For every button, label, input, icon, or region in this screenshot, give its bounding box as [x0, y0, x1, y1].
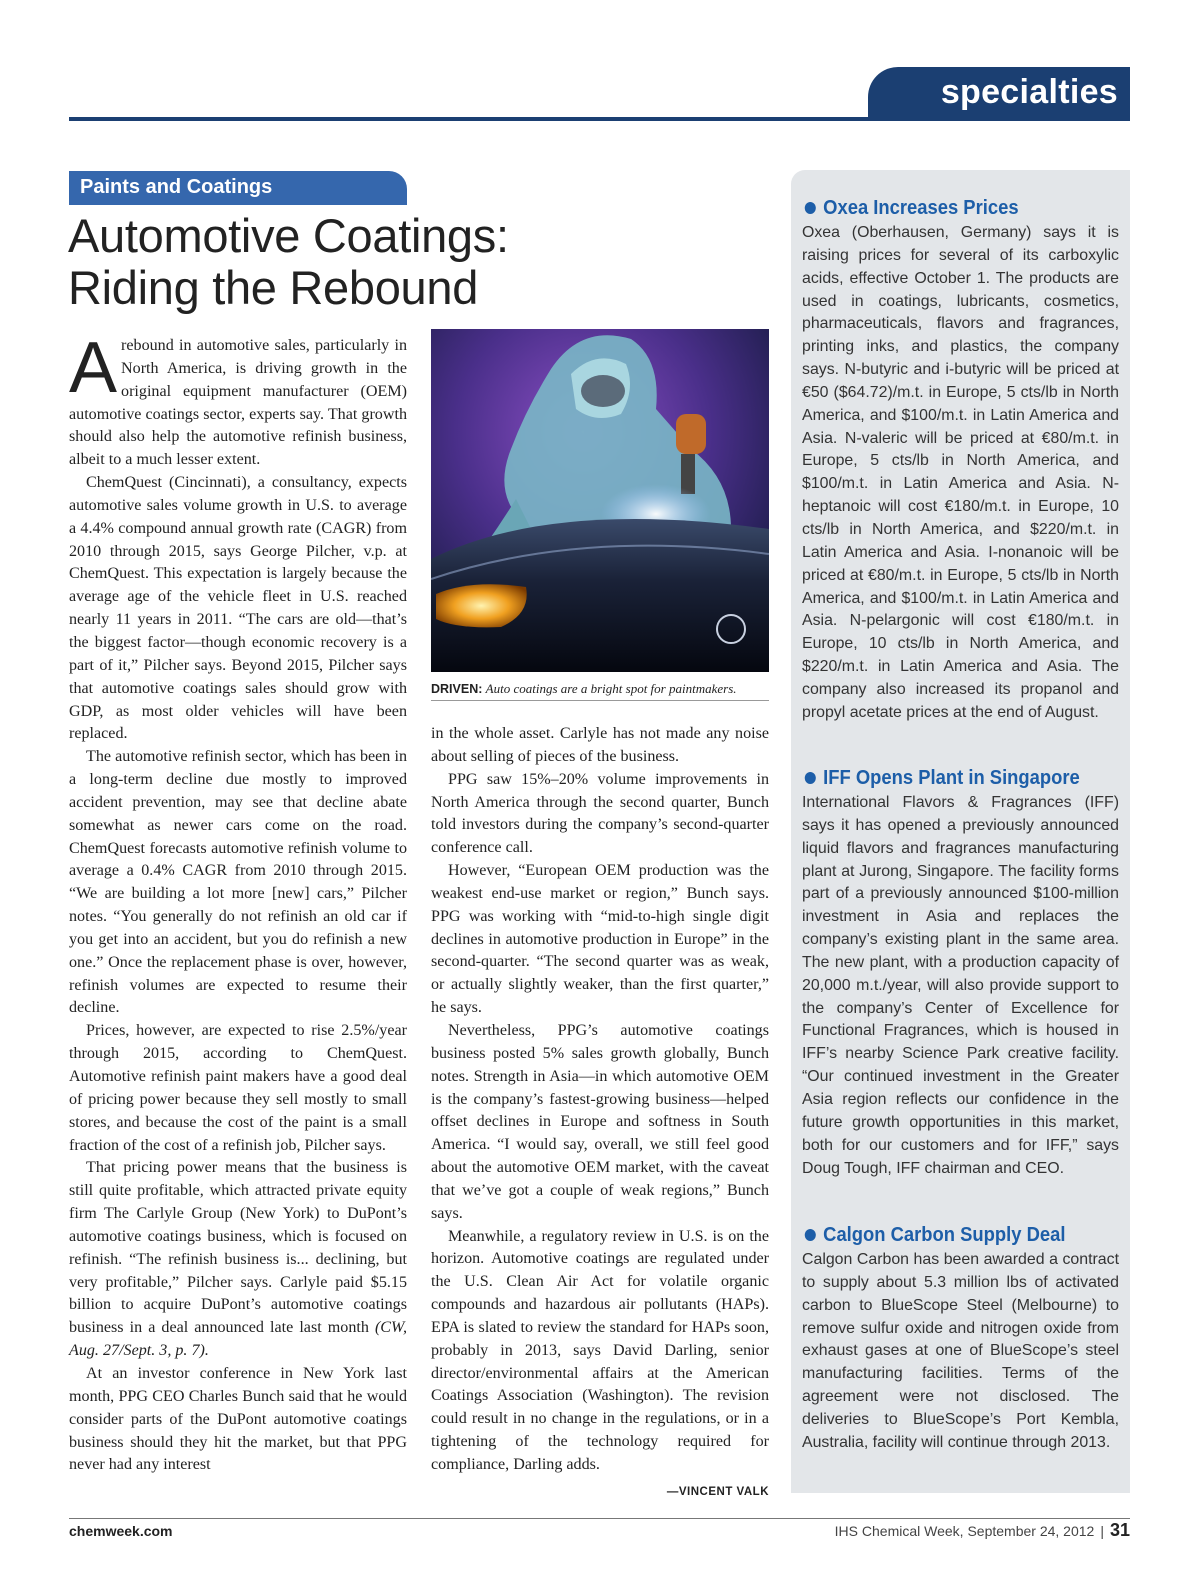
brief-title: IFF Opens Plant in Singapore — [802, 765, 1094, 791]
article-paragraph: Arebound in automotive sales, particularly in North America, is driving growth in the original equipment manufacturer (OEM) automotive coatings sector, experts say. That growth should also help the automotive refinish business, albeit to a much lesser extent. — [69, 328, 407, 469]
news-brief-oxea — [802, 195, 1119, 725]
bullet-icon — [805, 772, 816, 784]
page-number: 31 — [1109, 1520, 1130, 1540]
news-brief-iff — [802, 765, 1119, 1180]
brief-title: Oxea Increases Prices — [802, 195, 1094, 221]
caption-label: DRIVEN: — [431, 682, 483, 696]
article-paragraph: Nevertheless, PPG’s automotive coatings business posted 5% sales growth globally, Bunch notes. Strength in Asia—in which automotive OEM is the company’s fastest-growing business—helped offset declines in Europe and softness in South America. “I would say, overall, we still feel good about the automotive OEM market, with the caveat that we’ve got a couple of weak regions,” Bunch says. — [431, 1021, 769, 1222]
brief-body: Oxea (Oberhausen, Germany) says it is raising prices for several of its carboxylic acids, effective October 1. The products are used in coatings, lubricants, cosmetics, pharmaceuticals, flavors and fragrances, printing inks, and plastics, the company says. N-butyric and i-butyric will be priced at €50 ($64.72)/m.t. in Europe, 5 cts/lb in North America, and $100/m.t. in Latin America and Asia. N-valeric will be priced at €80/m.t. in Europe, 5 cts/lb in North America, and $100/m.t. in Latin America and Asia. N-heptanoic will cost €180/m.t. in Europe, 10 cts/lb in North America, and $220/m.t. in Latin America and Asia. I-nonanoic will be priced at €80/m.t. in Europe, 5 cts/lb in North America, and $100/m.t. in Latin America and Asia. N-pelargonic will cost €180/m.t. in Europe, 10 cts/lb in North America, and $220/m.t. in Latin America and Asia. The company also increased its propanol and propyl acetate prices at the end of August. — [802, 224, 1119, 721]
headline-line2: Riding the Rebound — [68, 261, 479, 314]
article-paragraph: That pricing power means that the business is still quite profitable, which attracted private equity firm The Carlyle Group (New York) to DuPont’s automotive coatings business, which is focused on refinish. “The refinish business is... declining, but very profitable,” Pilcher says. Carlyle paid $5.15 billion to acquire DuPont’s automotive coatings business in a deal announced late last month (CW, Aug. 27/Sept. 3, p. 7). — [69, 1159, 407, 1360]
article-paragraph: At an investor conference in New York last month, PPG CEO Charles Bunch said that he would consider parts of the DuPont automotive coatings business should they hit the market, but that PPG never had any interest — [69, 1364, 407, 1474]
brief-body: International Flavors & Fragrances (IFF) says it has opened a previously announced liquid flavors and fragrances manufacturing plant at Jurong, Singapore. The facility forms part of a previously announced $100-million investment in Asia and replaces the company’s existing plant in the same area. The new plant, with a production capacity of 20,000 m.t./year, will also provide support to the company’s Center of Excellence for Functional Fragrances, which is housed in IFF’s nearby Science Park creative facility. “Our continued investment in the Greater Asia region reflects our confidence in the future growth opportunities in this market, both for our customers and for IFF,” says Doug Tough, IFF chairman and CEO. — [802, 794, 1119, 1177]
category-label: Paints and Coatings — [80, 176, 273, 198]
article-paragraph: in the whole asset. Carlyle has not made any noise about selling of pieces of the business. — [431, 725, 769, 765]
article-column-1 — [69, 328, 407, 1477]
caption-rule — [431, 700, 769, 701]
section-label: specialties — [940, 73, 1118, 111]
article-paragraph: Prices, however, are expected to rise 2.5%/year through 2015, according to ChemQuest. Automotive refinish paint makers have a good deal of pricing power because they sell mostly to small stores, and because the cost of the paint is a small fraction of the cost of a refinish job, Pilcher says. — [69, 1022, 407, 1154]
article-column-2 — [431, 723, 769, 1504]
author-byline: —VINCENT VALK — [666, 1485, 769, 1498]
footer-separator: | — [1100, 1523, 1104, 1539]
citation: (CW, Aug. 27/Sept. 3, p. 7). — [69, 1319, 407, 1360]
article-paragraph: The automotive refinish sector, which has been in a long-term decline due mostly to improved accident prevention, may see that decline abate somewhat as newer cars come on the road. ChemQuest forecasts automotive refinish volume to average a 0.4% CAGR from 2010 through 2015. “We are building a lot more [new] cars,” Pilcher notes. “You generally do not refinish an old car if you get into an accident, but you do refinish a new one.” Once the replacement phase is over, however, refinish volumes are expected to resume their decline. — [69, 748, 407, 1017]
brief-title: Calgon Carbon Supply Deal — [802, 1222, 1094, 1248]
news-brief-calgon — [802, 1222, 1119, 1455]
photo-caption — [431, 681, 769, 697]
footer-rule — [69, 1518, 1130, 1519]
publication-name: IHS Chemical Week, September 24, 2012 — [834, 1523, 1095, 1539]
headline-line1: Automotive Coatings: — [68, 209, 509, 262]
article-paragraph: PPG saw 15%–20% volume improvements in North America through the second quarter, Bunch told investors during the company’s second-quarter conference call. — [431, 770, 769, 857]
bullet-icon — [805, 202, 816, 214]
article-paragraph: However, “European OEM production was the weakest end-use market or region,” Bunch says. PPG was working with “mid-to-high single digit declines in automotive production in Europe” in the second-quarter. “The second quarter was as weak, or actually slightly weaker, than the first quarter,” he says. — [431, 862, 769, 1017]
bullet-icon — [805, 1229, 816, 1241]
article-headline — [68, 210, 768, 314]
drop-cap: A — [69, 328, 118, 408]
category-tab — [69, 171, 407, 205]
brief-body: Calgon Carbon has been awarded a contract to supply about 5.3 million lbs of activated carbon to BlueScope Steel (Melbourne) to remove sulfur oxide and nitrogen oxide from exhaust gases at one of BlueScope’s steel manufacturing facilities. Terms of the agreement were not disclosed. The deliveries to BlueScope’s Port Kembla, Australia, facility will continue through 2013. — [802, 1251, 1119, 1451]
footer-publication-info — [835, 1520, 1130, 1541]
section-tab — [868, 67, 1130, 117]
footer-website: chemweek.com — [69, 1523, 173, 1539]
painter-spraying-car-image — [431, 329, 769, 672]
header-rule — [69, 117, 1130, 121]
article-paragraph: ChemQuest (Cincinnati), a consultancy, expects automotive sales volume growth in U.S. to average a 4.4% compound annual growth rate (CAGR) from 2010 through 2015, says George Pilcher, v.p. at ChemQuest. This expectation is largely because the average age of the vehicle fleet in U.S. reached nearly 11 years in 2011. “The cars are old—that’s the biggest factor—though economic recovery is a part of it,” Pilcher says. Beyond 2015, Pilcher says that automotive coatings sales should grow with GDP, as most older vehicles will have been replaced. — [69, 474, 407, 743]
article-paragraph: Meanwhile, a regulatory review in U.S. is on the horizon. Automotive coatings are regulated under the U.S. Clean Air Act for volatile organic compounds and hazardous air pollutants (HAPs). EPA is slated to review the standard for HAPs soon, probably in 2013, says David Darling, senior director/environmental affairs at the American Coatings Association (Washington). The revision could result in no change in the regulations, or in a tightening of the technology required for compliance, Darling adds. — [431, 1227, 769, 1473]
article-photo — [431, 329, 769, 672]
caption-text: Auto coatings are a bright spot for paintmakers. — [485, 681, 737, 696]
